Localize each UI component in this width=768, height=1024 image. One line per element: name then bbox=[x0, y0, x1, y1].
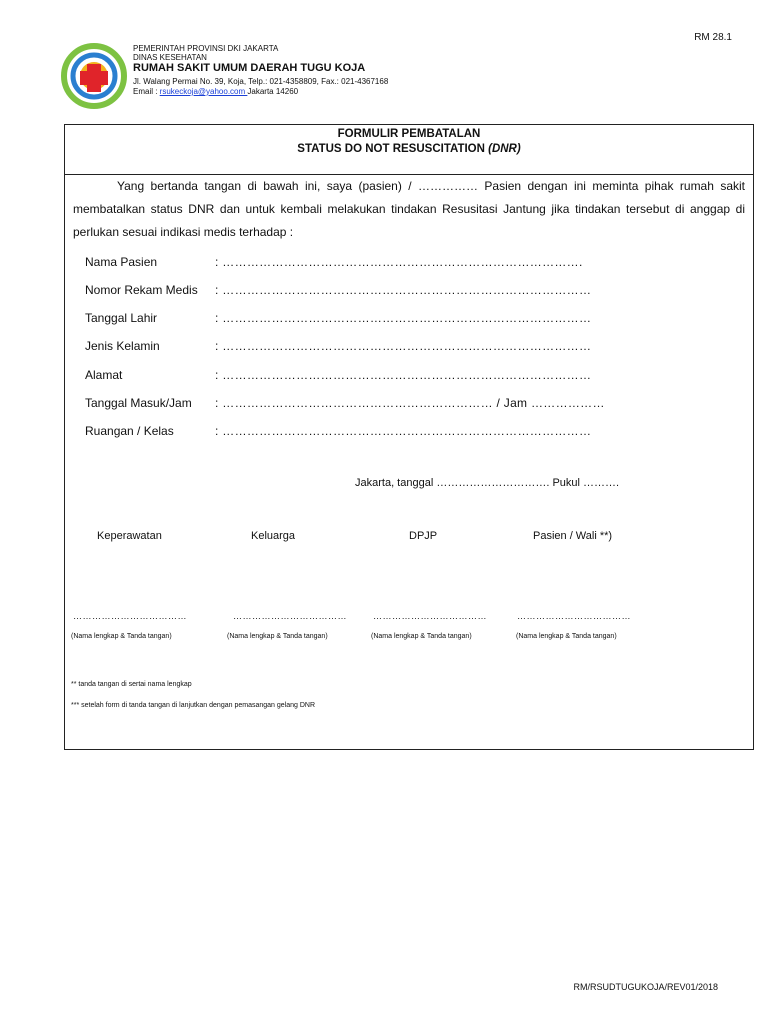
intro-rest: membatalkan status DNR dan untuk kembali melakukan tindakan Resusitasi Jantung jika tindakan tersebut di anggap di perlukan sesuai indikasi medis terhadap : bbox=[73, 202, 745, 239]
signature-note: (Nama lengkap & Tanda tangan) bbox=[71, 633, 172, 640]
field-label: Nama Pasien bbox=[85, 255, 158, 269]
field-value: : ……………………………………………………………………………… bbox=[215, 283, 592, 297]
signature-line[interactable]: ……………………………… bbox=[233, 611, 347, 621]
intro-first: Yang bertanda tangan di bawah ini, saya (pasien) / …………… Pasien dengan ini meminta pihak rumah sakit bbox=[117, 179, 745, 193]
document-revision-code: RM/RSUDTUGUKOJA/REV01/2018 bbox=[573, 982, 718, 992]
field-label: Alamat bbox=[85, 368, 123, 382]
field-nomor-rekam-medis[interactable] bbox=[85, 283, 591, 297]
signature-line[interactable]: ……………………………… bbox=[73, 611, 187, 621]
form-box bbox=[64, 124, 754, 750]
signer-pasien-wali: Pasien / Wali **) bbox=[533, 530, 613, 542]
title-line2 bbox=[65, 142, 753, 157]
hospital-contact bbox=[133, 87, 298, 97]
field-tanggal-lahir[interactable] bbox=[85, 311, 591, 325]
signer-keluarga: Keluarga bbox=[251, 530, 296, 542]
city-postcode: Jakarta 14260 bbox=[247, 87, 299, 96]
form-title bbox=[65, 125, 753, 175]
signer-dpjp: DPJP bbox=[409, 530, 438, 542]
signature-line[interactable]: ……………………………… bbox=[373, 611, 487, 621]
hospital-address: Jl. Walang Permai No. 39, Koja, Telp.: 021-4358809, Fax.: 021-4367168 bbox=[133, 77, 389, 86]
title-main: STATUS DO NOT RESUSCITATION bbox=[297, 143, 489, 155]
field-label: Tanggal Masuk/Jam bbox=[85, 396, 192, 410]
hospital-name: RUMAH SAKIT UMUM DAERAH TUGU KOJA bbox=[133, 62, 366, 74]
field-value: : ………………………………………………………… / Jam ……………… bbox=[215, 396, 605, 410]
field-alamat[interactable] bbox=[85, 368, 591, 382]
footnote-1: ** tanda tangan di sertai nama lengkap bbox=[71, 681, 192, 688]
signature-note: (Nama lengkap & Tanda tangan) bbox=[516, 633, 617, 640]
signature-note: (Nama lengkap & Tanda tangan) bbox=[227, 633, 328, 640]
field-value: : ……………………………………………………………………………… bbox=[215, 368, 592, 382]
field-value: : ……………………………………………………………………………… bbox=[215, 339, 592, 353]
title-line1: FORMULIR PEMBATALAN bbox=[337, 128, 481, 140]
field-value: : ……………………………………………………………………………. bbox=[215, 255, 583, 269]
email-label: Email : bbox=[133, 87, 160, 96]
hospital-logo bbox=[60, 42, 128, 110]
email-link[interactable]: rsukeckoja@yahoo.com bbox=[159, 87, 248, 96]
form-code: RM 28.1 bbox=[694, 32, 732, 43]
title-abbrev: (DNR) bbox=[488, 143, 521, 155]
footnote-2: *** setelah form di tanda tangan di lanjutkan dengan pemasangan gelang DNR bbox=[71, 702, 316, 709]
field-value: : ……………………………………………………………………………… bbox=[215, 424, 592, 438]
field-label: Tanggal Lahir bbox=[85, 311, 158, 325]
field-value: : ……………………………………………………………………………… bbox=[215, 311, 592, 325]
field-jenis-kelamin[interactable] bbox=[85, 339, 591, 353]
signature-line[interactable]: ……………………………… bbox=[517, 611, 631, 621]
header-department: DINAS KESEHATAN bbox=[133, 53, 207, 62]
intro-paragraph bbox=[73, 175, 745, 244]
field-label: Jenis Kelamin bbox=[85, 339, 160, 353]
signature-note: (Nama lengkap & Tanda tangan) bbox=[371, 633, 472, 640]
field-ruangan-kelas[interactable] bbox=[85, 424, 591, 438]
place-date: Jakarta, tanggal …………………………. Pukul ………. bbox=[355, 477, 620, 489]
field-nama-pasien[interactable] bbox=[85, 255, 583, 269]
header-government: PEMERINTAH PROVINSI DKI JAKARTA bbox=[133, 44, 279, 53]
signer-keperawatan: Keperawatan bbox=[97, 530, 162, 542]
field-label: Ruangan / Kelas bbox=[85, 424, 174, 438]
field-tanggal-masuk[interactable] bbox=[85, 396, 605, 410]
field-label: Nomor Rekam Medis bbox=[85, 283, 198, 297]
